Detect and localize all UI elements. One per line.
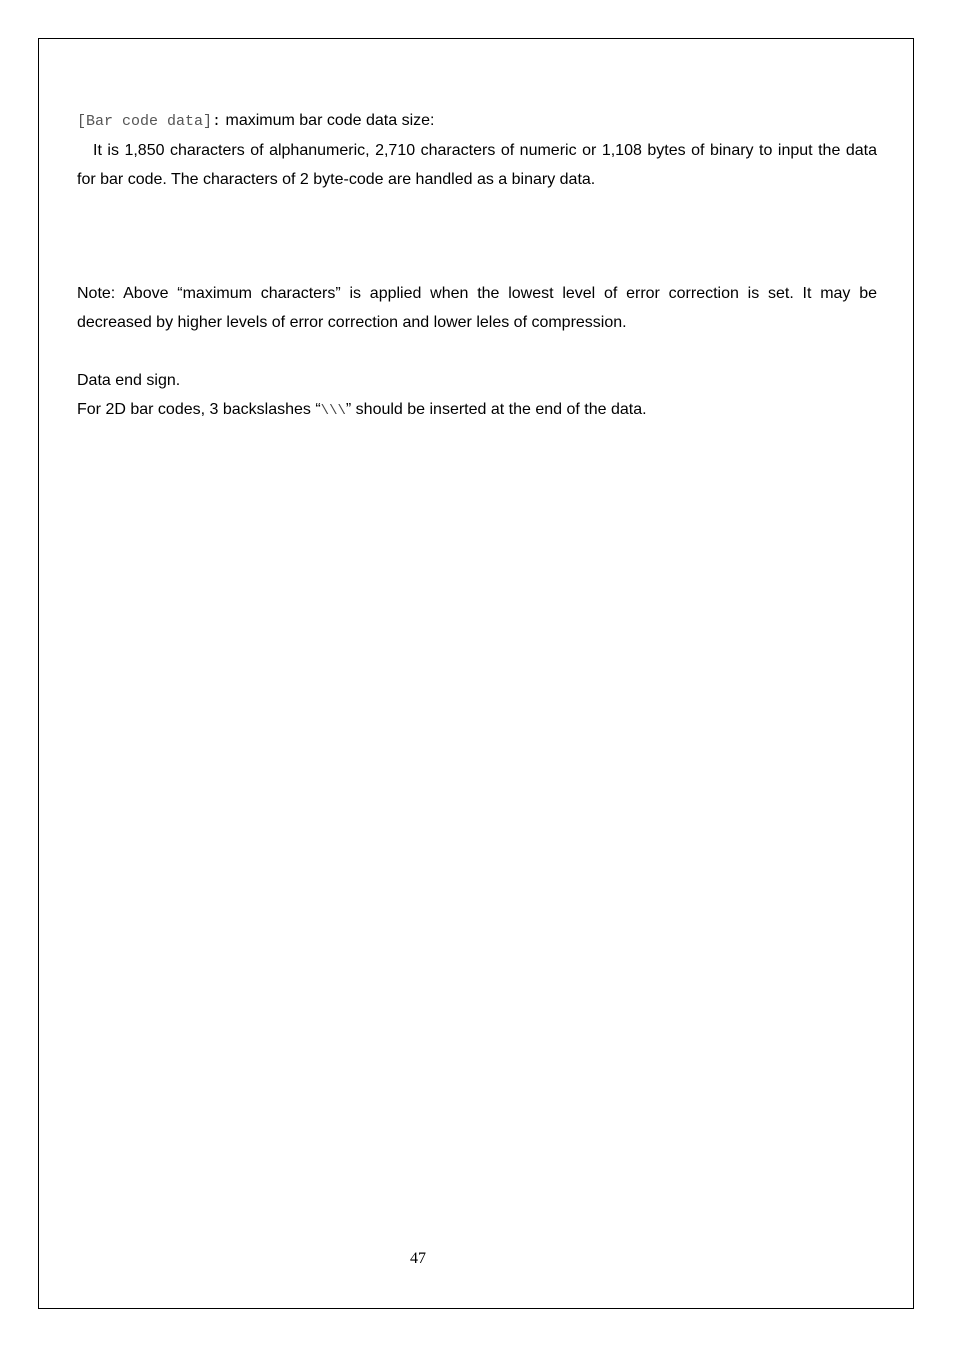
description-text: It is 1,850 characters of alphanumeric, 2,710 characters of numeric or 1,108 bytes of binary to input the data for bar code. The characters of 2 byte-code are handled as a binary data. <box>77 142 877 188</box>
page-frame <box>38 38 914 1309</box>
data-end-section <box>77 366 877 426</box>
data-end-suffix: ” should be inserted at the end of the data. <box>345 401 647 418</box>
page-number: 47 <box>410 1250 426 1267</box>
heading-text: maximum bar code data size: <box>225 112 435 129</box>
note-section <box>77 279 877 337</box>
note-text: Note: Above “maximum characters” is applied when the lowest level of error correction is set. It may be decreased by higher levels of error correction and lower leles of compression. <box>77 285 877 331</box>
data-end-prefix: For 2D bar codes, 3 backslashes “ <box>77 401 321 418</box>
bar-code-data-section <box>77 106 877 194</box>
bar-code-data-heading <box>77 106 877 136</box>
backslash-symbol: \\\ <box>320 403 346 419</box>
bar-code-data-description <box>77 136 877 194</box>
data-end-description <box>77 395 877 426</box>
bar-code-data-label: [Bar code data] <box>77 113 213 130</box>
label-separator: : <box>212 113 222 130</box>
data-end-title: Data end sign. <box>77 372 181 389</box>
